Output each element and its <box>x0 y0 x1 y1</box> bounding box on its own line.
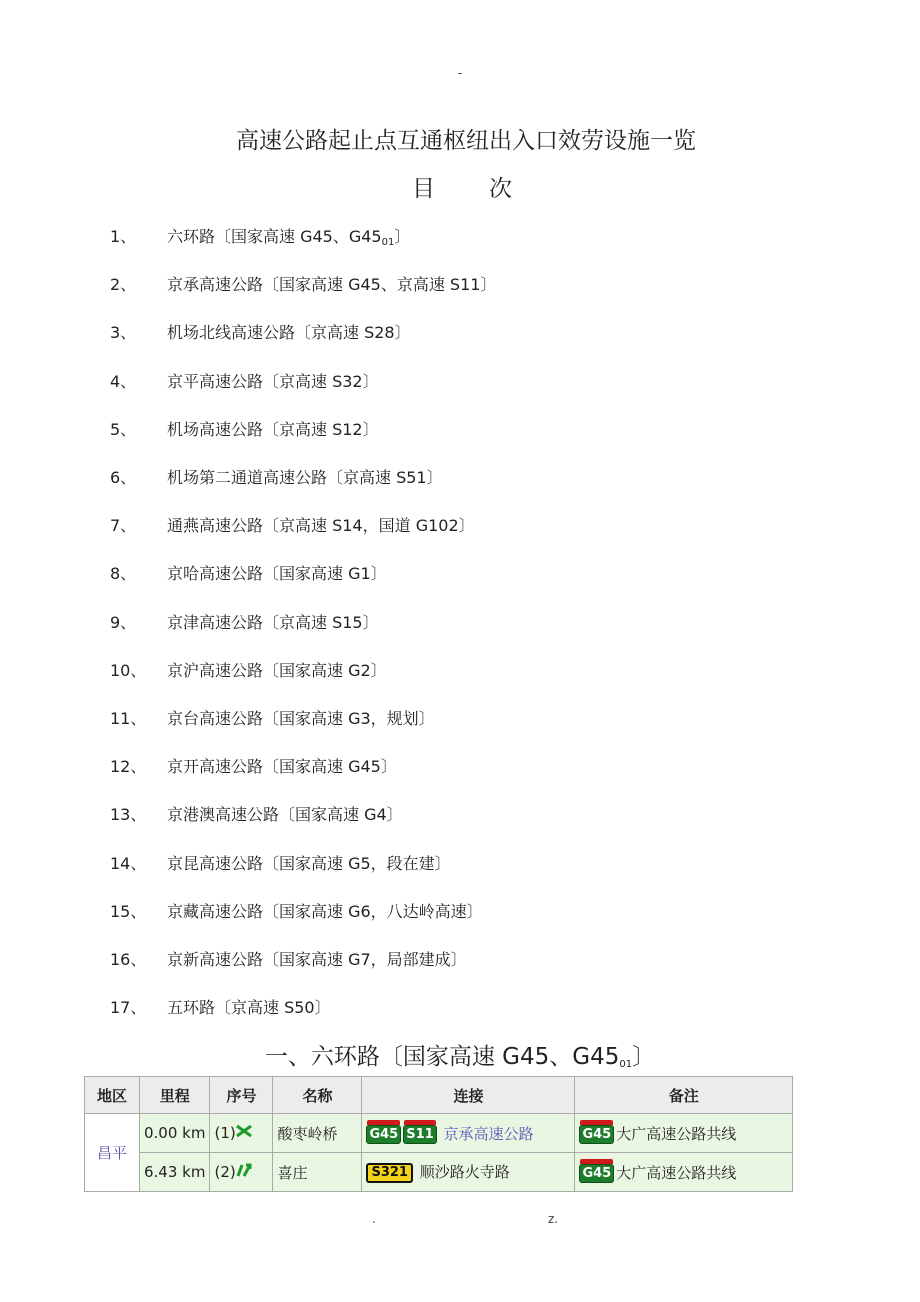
connect-link[interactable]: 京承高速公路 <box>443 1124 534 1143</box>
provincial-road-sign: S321 <box>366 1163 413 1183</box>
toc-item-label: 五环路〔京高速 S50〕 <box>167 998 331 1018</box>
toc-item-label: 机场高速公路〔京高速 S12〕 <box>167 419 379 439</box>
toc-item-label: 京平高速公路〔京高速 S32〕 <box>167 371 379 391</box>
toc-title-char-2: 次 <box>489 176 512 202</box>
toc-item-label: 京港澳高速公路〔国家高速 G4〕 <box>167 805 403 825</box>
note-text: 大广高速公路共线 <box>616 1163 737 1182</box>
footer-left: . <box>372 1212 376 1226</box>
toc-item-text <box>167 369 379 392</box>
national-highway-sign <box>579 1164 614 1183</box>
sign-label: S11 <box>406 1126 434 1142</box>
toc-item-text <box>167 706 435 729</box>
toc-item-number: 14、 <box>110 853 147 873</box>
seq-number: (2) <box>214 1162 236 1181</box>
toc-item-text <box>167 610 379 633</box>
toc-item-label: 京藏高速公路〔国家高速 G6，八达岭高速〕 <box>167 901 483 921</box>
toc-item-number: 9、 <box>110 612 137 632</box>
toc-item-label: 通燕高速公路〔京高速 S14，国道 G102〕 <box>167 516 475 536</box>
toc-item-label: 京沪高速公路〔国家高速 G2〕 <box>167 660 387 680</box>
toc-item-label: 京津高速公路〔京高速 S15〕 <box>167 612 379 632</box>
toc-item-number: 8、 <box>110 564 137 584</box>
interchange-icon <box>236 1124 252 1142</box>
connect-cell <box>362 1153 575 1192</box>
section-title <box>0 1038 920 1071</box>
toc-item-number: 16、 <box>110 950 147 969</box>
toc-item-number: 15、 <box>110 901 147 921</box>
toc-item-label: 京开高速公路〔国家高速 G45〕 <box>167 757 397 777</box>
toc-item-number: 12、 <box>110 757 147 777</box>
toc-item-number: 1、 <box>110 227 137 246</box>
toc-item-text <box>167 272 496 295</box>
toc-item-text <box>167 947 467 970</box>
toc-item-text <box>167 417 379 440</box>
toc-item-label: 六环路〔国家高速 G45、G45 <box>167 227 382 246</box>
toc-item-label: 京昆高速公路〔国家高速 G5，段在建〕 <box>167 853 451 873</box>
toc-item-number: 11、 <box>110 709 147 728</box>
name-cell: 酸枣岭桥 <box>273 1114 362 1153</box>
toc-item-text <box>167 513 475 536</box>
header-seq: 序号 <box>210 1077 273 1114</box>
toc-title <box>412 170 512 203</box>
note-cell <box>575 1114 793 1153</box>
header-name: 名称 <box>273 1077 362 1114</box>
toc-item-label: 京哈高速公路〔国家高速 G1〕 <box>167 564 387 584</box>
note-text: 大广高速公路共线 <box>616 1124 737 1143</box>
toc-item-label: 京台高速公路〔国家高速 G3，规划〕 <box>167 709 435 728</box>
toc-item-text <box>167 899 483 922</box>
mileage-cell: 0.00 km <box>140 1114 210 1153</box>
toc-item-label: 京承高速公路〔国家高速 G45、京高速 S11〕 <box>167 275 497 295</box>
toc-item-number: 2、 <box>110 275 137 295</box>
toc-item-text <box>167 851 451 874</box>
toc-item-text <box>167 320 411 343</box>
toc-item-text <box>167 465 443 488</box>
toc-item-number: 4、 <box>110 371 137 391</box>
connect-text: 顺沙路火寺路 <box>419 1163 510 1182</box>
toc-item-text <box>167 658 387 681</box>
toc-item-label: 京新高速公路〔国家高速 G7，局部建成〕 <box>167 950 467 969</box>
toc-item-number: 10、 <box>110 660 147 680</box>
header-connect: 连接 <box>362 1077 575 1114</box>
toc-title-char-1: 目 <box>412 176 435 202</box>
header-note: 备注 <box>575 1077 793 1114</box>
table-row <box>85 1114 793 1153</box>
table-header-row <box>85 1077 793 1114</box>
sign-label: G45 <box>369 1126 399 1142</box>
toc-item-text <box>167 561 387 584</box>
toc-item-number: 5、 <box>110 419 137 439</box>
name-cell: 喜庄 <box>273 1153 362 1192</box>
toc-item-number: 13、 <box>110 805 147 825</box>
toc-item-text <box>167 995 331 1018</box>
sign-label: G45 <box>582 1165 612 1181</box>
national-highway-sign <box>579 1125 614 1144</box>
exit-icon <box>236 1163 252 1181</box>
mileage-cell: 6.43 km <box>140 1153 210 1192</box>
toc-item-number: 3、 <box>110 323 137 343</box>
toc-item-number: 7、 <box>110 516 137 536</box>
note-cell <box>575 1153 793 1192</box>
toc-item-number: 17、 <box>110 998 147 1018</box>
seq-cell <box>210 1114 273 1153</box>
header-region: 地区 <box>85 1077 140 1114</box>
section-title-sub: 01 <box>619 1059 633 1070</box>
region-cell[interactable]: 昌平 <box>85 1114 140 1192</box>
seq-cell <box>210 1153 273 1192</box>
connect-cell <box>362 1114 575 1153</box>
header-mark: - <box>457 66 463 80</box>
toc-item-text <box>167 802 403 825</box>
sign-label: G45 <box>582 1126 612 1142</box>
national-highway-sign <box>366 1125 401 1144</box>
road-table <box>84 1076 793 1192</box>
beijing-highway-sign <box>403 1125 436 1144</box>
toc-item-label: 机场北线高速公路〔京高速 S28〕 <box>167 323 411 343</box>
toc-item-text <box>167 224 410 248</box>
table-row <box>85 1153 793 1192</box>
toc-item-text <box>167 754 397 777</box>
toc-item-sub: 01 <box>381 237 395 248</box>
header-mileage: 里程 <box>140 1077 210 1114</box>
section-title-text: 一、六环路〔国家高速 G45、G45 <box>264 1044 620 1070</box>
document-title: 高速公路起止点互通枢纽出入口效劳设施一览 <box>236 128 696 154</box>
seq-number: (1) <box>214 1123 236 1142</box>
footer-right: z. <box>548 1212 559 1226</box>
toc-item-number: 6、 <box>110 468 137 487</box>
section-title-tail: 〕 <box>632 1044 656 1070</box>
toc-item-label: 机场第二通道高速公路〔京高速 S51〕 <box>167 468 443 487</box>
toc-item-tail: 〕 <box>394 227 411 246</box>
